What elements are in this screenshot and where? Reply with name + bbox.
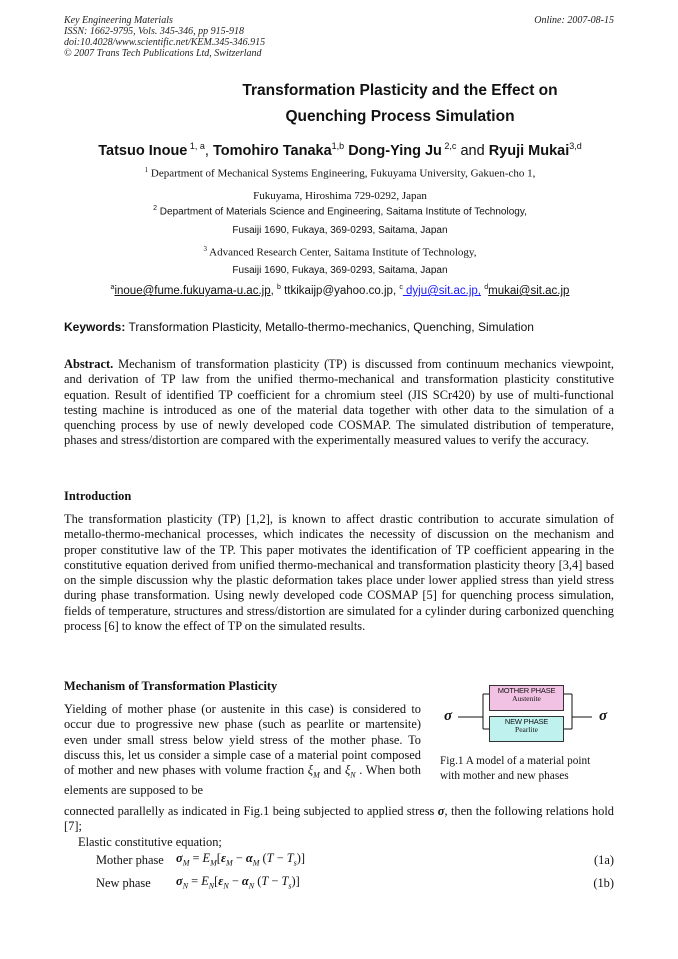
author-name: Tatsuo Inoue — [98, 142, 188, 159]
affiliation-2-line-2: Fusaiji 1690, Fukaya, 369-0293, Saitama, Japan — [232, 225, 448, 236]
copyright: © 2007 Trans Tech Publications Ltd, Switzerland — [64, 48, 262, 59]
equation-1a: $\sigma_M = E_M[\varepsilon_M - \alpha_M$ $(T - T_s)$] — [176, 851, 306, 868]
figure-1-caption-line-1: Fig.1 A model of a material point — [440, 755, 591, 767]
affiliation-2-line-1: $^2$ Department of Materials Science and Engineering, Saitama Institute of Technology, — [153, 205, 527, 218]
journal-name: Key Engineering Materials — [64, 15, 173, 26]
mother-phase-subtitle: Austenite — [512, 694, 541, 703]
new-phase-subtitle: Pearlite — [515, 725, 538, 734]
email-text: ttkikaijp@yahoo.co.jp — [280, 284, 393, 297]
issn: ISSN: 1662-9795, Vols. 345-346, pp 915-918 — [64, 26, 244, 37]
introduction-text: The transformation plasticity (TP) [1,2], is known to affect drastic contribution to accurate simulation of metallo-thermo-mechanical processes, which indicates the necessity of discussion on the mechanism and proper constitutive law of the TP. This paper motivates the identification of TP coefficient appearing in the constitutive equation derived from unified thermo-mechanical and transformation plasticity theory [3,4] based on the simple discussion why the plastic deformation takes place under lower applied stress than yield stress during phase transformation. Using newly developed code COSMAP [5] for quenching process simulation, fields of temperature, structures and stress/distortion are simulated for a cylinder during carbonized quenching process [6] to know the effect of TP on the simulated results. — [64, 512, 614, 634]
author-sup: 1,b — [331, 141, 345, 151]
mechanism-text: Yielding of mother phase (or austenite in this case) is considered to occur due to progressive new phase (such as pearlite or martensite) even under small stress below yield stress of the mother phase. To discuss this, let us consider a simple case of a material point composed of mother and new phases with volume fraction $\xi_M$ and $\xi_N$ . When both elements are supposed to be — [64, 702, 422, 797]
mechanism-heading: Mechanism of Transformation Plasticity — [64, 679, 278, 693]
new-phase-title: NEW PHASE — [504, 717, 549, 726]
author-sup: 2,c — [441, 141, 457, 151]
author-sup: 1, a — [187, 141, 205, 151]
sigma-left: σ — [444, 708, 453, 724]
keywords: Keywords: Transformation Plasticity, Metallo-thermo-mechanics, Quenching, Simulation — [64, 320, 534, 334]
authors-and: and — [460, 142, 485, 159]
author-sup: 3,d — [569, 141, 582, 151]
figure-1-caption-line-2: with mother and new phases — [440, 770, 569, 782]
title-line-2: Quenching Process Simulation — [285, 108, 515, 125]
title-line-1: Transformation Plasticity and the Effect on — [242, 82, 558, 99]
author-list: Tatsuo Inoue $^{1, a}$, Tomohiro Tanaka$^{1,b}$ Dong-Ying Ju $^{2,c}$ and Ryuji Mukai$^{3,d}$ — [98, 141, 582, 159]
introduction-heading: Introduction — [64, 489, 132, 503]
new-phase-box — [489, 716, 564, 742]
author-name: Dong-Ying Ju — [348, 142, 442, 159]
affiliation-3-line-2: Fusaiji 1690, Fukaya, 369-0293, Saitama, Japan — [232, 265, 448, 276]
equation-1a-number: (1a) — [594, 853, 614, 867]
affiliation-1-line-1: $^1$ Department of Mechanical Systems Engineering, Fukuyama University, Gakuen-cho 1, — [144, 166, 536, 180]
elastic-equation-label: Elastic constitutive equation; — [78, 835, 222, 849]
email-link[interactable]: dyju@sit.ac.jp, — [402, 284, 481, 297]
affiliation-3-line-1: $^3$ Advanced Research Center, Saitama Institute of Technology, — [203, 245, 477, 259]
author-name: Ryuji Mukai — [488, 142, 570, 159]
affiliation-1-line-2: Fukuyama, Hiroshima 729-0292, Japan — [253, 190, 427, 202]
email-link[interactable]: inoue@fume.fukuyama-u.ac.jp — [114, 284, 271, 297]
sigma-right: σ — [599, 708, 608, 724]
mechanism-text-continued: connected parallelly as indicated in Fig.1 being subjected to applied stress σ, then the following relations hold [7]; — [64, 804, 614, 834]
equation-1b-label: New phase — [96, 876, 151, 890]
mother-phase-title: MOTHER PHASE — [497, 686, 556, 695]
email-list: $^a$inoue@fume.fukuyama-u.ac.jp, $^b$ ttkikaijp@yahoo.co.jp, $^c$ dyju@sit.ac.jp, $^d$mukai@sit.ac.jp — [110, 284, 570, 297]
email-link[interactable]: mukai@sit.ac.jp — [488, 284, 570, 297]
author-name: Tomohiro Tanaka — [212, 142, 332, 159]
doi: doi:10.4028/www.scientific.net/KEM.345-346.915 — [64, 37, 266, 48]
equation-1b: $\sigma_N = E_N[\varepsilon_N - \alpha_N$ $(T - T_s)$] — [176, 874, 300, 891]
online-date: Online: 2007-08-15 — [534, 15, 614, 26]
mother-phase-box — [489, 685, 564, 711]
equation-1b-number: (1b) — [593, 876, 614, 890]
abstract: Abstract. Mechanism of transformation plasticity (TP) is discussed from continuum mechanics viewpoint, and derivation of TP law from the unified thermo-mechanical and transformation plasticity constitutive equation. Result of identified TP coefficient for a chromium steel (JIS SCr420) by use of multi-functional testing machine is introduced as one of the material data together with other data to the simulation of a quenching process by use of newly developed code COSMAP. The simulated distribution of temperature, phases and stress/distortion are compared with the experimentally measured values to verify the accuracy. — [64, 357, 614, 448]
equation-1a-label: Mother phase — [96, 853, 164, 867]
